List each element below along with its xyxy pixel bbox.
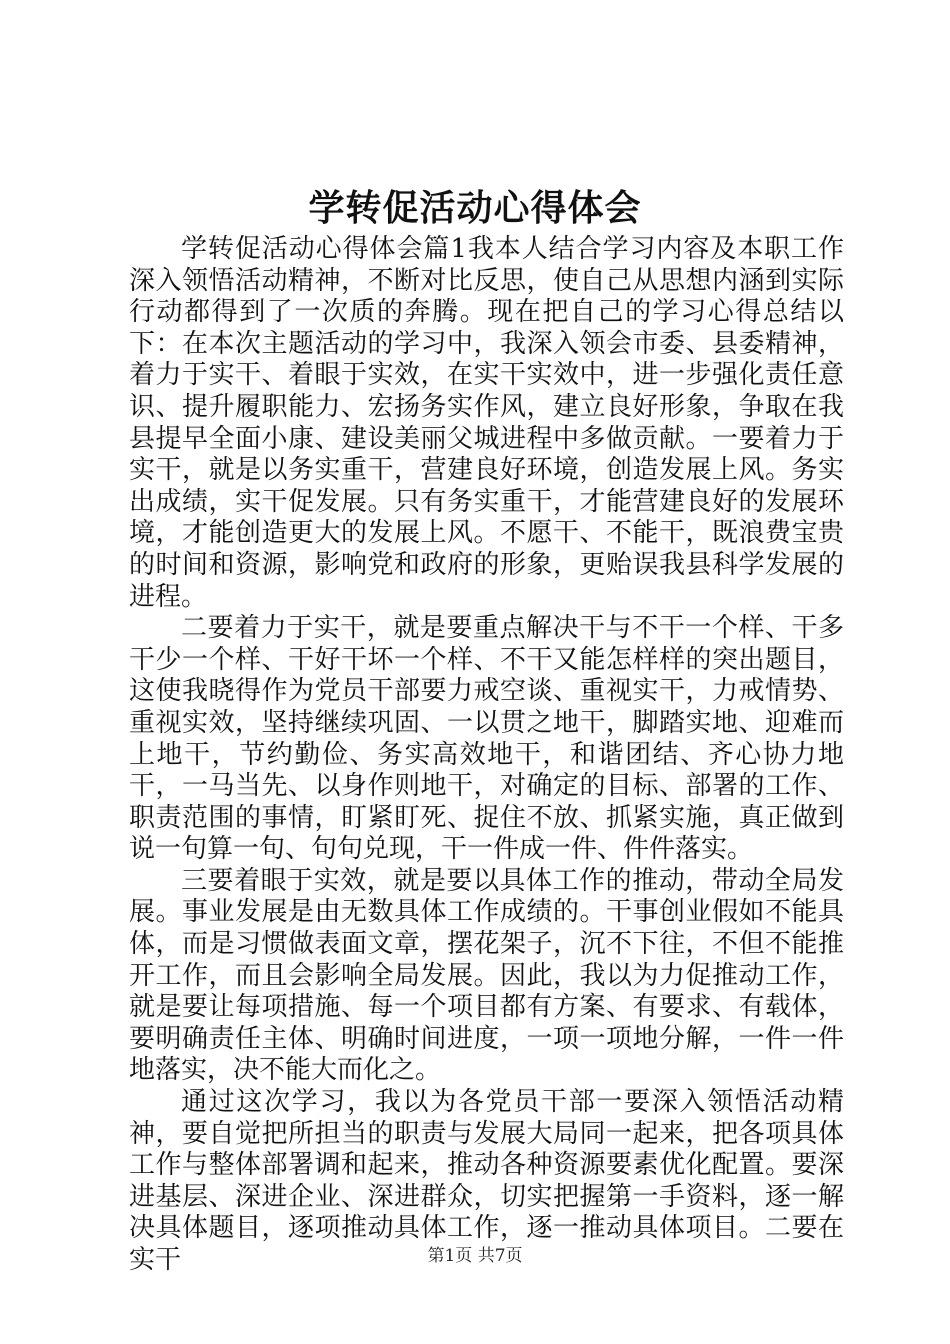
paragraph-1: 学转促活动心得体会篇1我本人结合学习内容及本职工作深入领悟活动精神，不断对比反思，使自己从思想内涵到实际行动都得到了一次质的奔腾。现在把自己的学习心得总结以下：在本次主题活动的学习中，我深入领会市委、县委精神，着力于实干、着眼于实效，在实干实效中，进一步强化责任意识、提升履职能力、宏扬务实作风，建立良好形象，争取在我县提早全面小康、建设美丽父城进程中多做贡献。一要着力于实干，就是以务实重干，营建良好环境，创造发展上风。务实出成绩，实干促发展。只有务实重干，才能营建良好的发展环境，才能创造更大的发展上风。不愿干、不能干，既浪费宝贵的时间和资源，影响党和政府的形象，更贻误我县科学发展的进程。: [129, 234, 844, 612]
page-number-footer: 第1页 共7页: [427, 1246, 523, 1266]
paragraph-2: 二要着力于实干，就是要重点解决干与不干一个样、干多干少一个样、干好干坏一个样、不干又能怎样样的突出题目，这使我晓得作为党员干部要力戒空谈、重视实干，力戒情势、重视实效，坚持继续巩固、一以贯之地干，脚踏实地、迎难而上地干，节约勤俭、务实高效地干，和谐团结、齐心协力地干，一马当先、以身作则地干，对确定的目标、部署的工作、职责范围的事情，盯紧盯死、捉住不放、抓紧实施，真正做到说一句算一句、句句兑现，干一件成一件、件件落实。: [129, 613, 844, 865]
paragraph-3: 三要着眼于实效，就是要以具体工作的推动，带动全局发展。事业发展是由无数具体工作成绩的。干事创业假如不能具体，而是习惯做表面文章，摆花架子，沉不下往，不但不能推开工作，而且会影响全局发展。因此，我以为力促推动工作，就是要让每项措施、每一个项目都有方案、有要求、有载体，要明确责任主体、明确时间进度，一项一项地分解，一件一件地落实，决不能大而化之。: [129, 865, 844, 1086]
document-title: 学转促活动心得体会: [308, 187, 642, 229]
paragraph-4: 通过这次学习，我以为各党员干部一要深入领悟活动精神，要自觉把所担当的职责与发展大局同一起来，把各项具体工作与整体部署调和起来，推动各种资源要素优化配置。要深进基层、深进企业、深进群众，切实把握第一手资料，逐一解决具体题目，逐项推动具体工作，逐一推动具体项目。二要在实干: [129, 1087, 844, 1275]
document-body: [129, 234, 844, 1277]
